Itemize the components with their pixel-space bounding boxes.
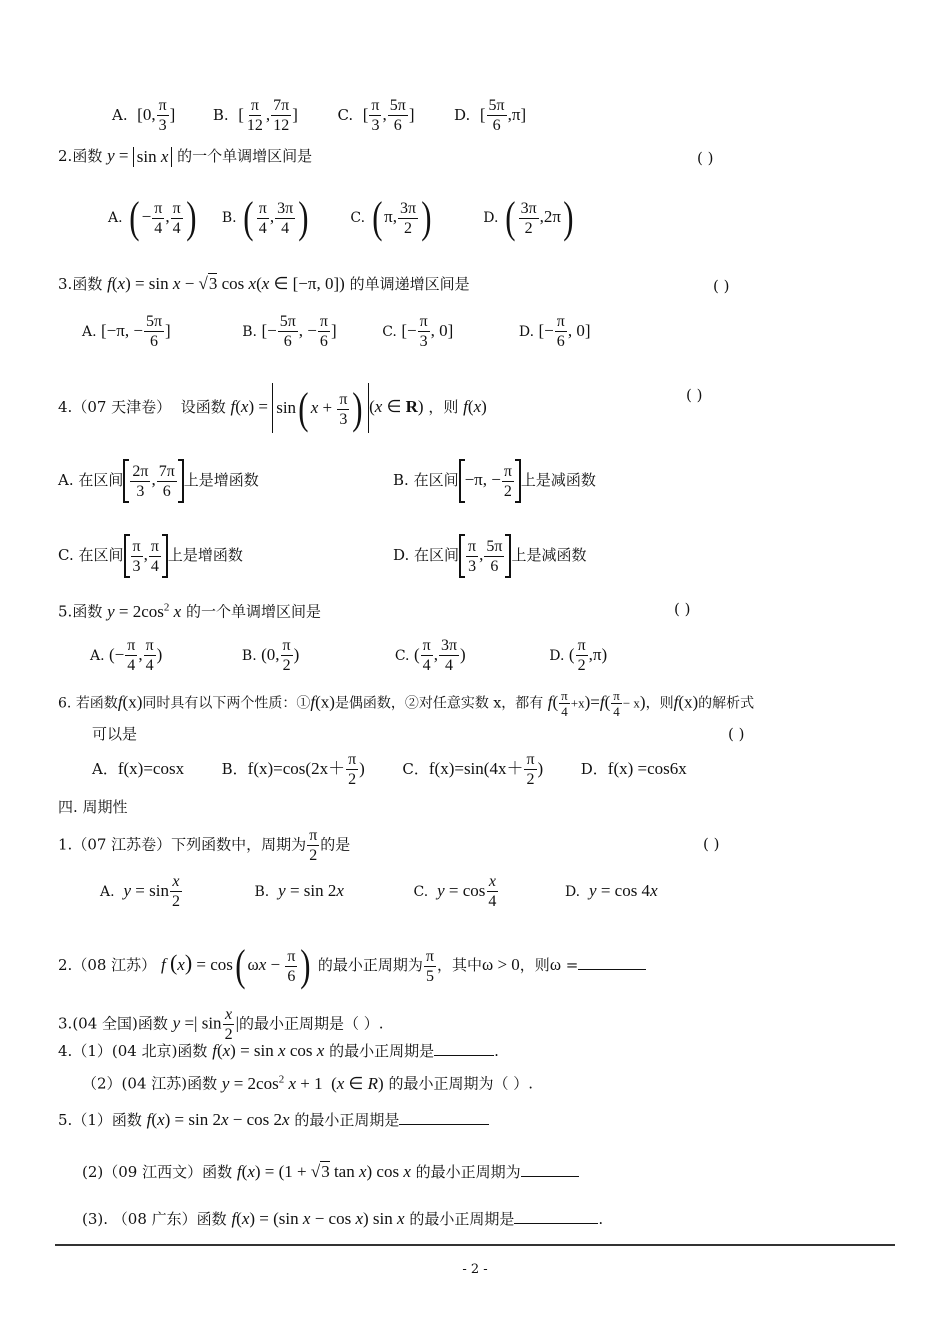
p2-answer-blank[interactable] [578,969,646,970]
q6-stem: 6. 若函数f(x)同时具有以下两个性质：①f(x)是偶函数，②对任意实数 x，都有 f( $\frac{\pi}{4}$ +x)=f( $\frac{\pi}{4}$ − x)，则f(x)的解析式 [58,688,755,719]
p5-3-answer-blank[interactable] [514,1223,598,1224]
q2-answer-paren: ( ) [697,149,714,167]
q1-option-a: A. [0, $\frac{\pi}{3}$ ] [112,97,176,134]
q5-option-d: D. ( $\frac{\pi}{2}$ ,π) [549,637,608,674]
p4-1-answer-blank[interactable] [434,1055,494,1056]
p1-stem: 1.（07 江苏卷）下列函数中，周期为 $\frac{\pi}{2}$ 的是 [58,827,351,864]
q5-option-c: C. ( $\frac{\pi}{4}$ , $\frac{3\pi}{4}$ ) [394,637,466,674]
p4-line2: （2）(04 江苏)函数 $y = 2\cos^2$ x + 1 (x ∈ R) 的最小正周期为（ ）. [82,1073,533,1093]
q1-option-c: C. [ $\frac{\pi}{3}$ , $\frac{5\pi}{6}$ ] [337,97,415,134]
section-heading-periodicity: 四. 周期性 [58,798,128,816]
q1-option-d: D. [ $\frac{5\pi}{6}$ ,π] [454,97,527,134]
p1-option-a: A. y = sin $\frac{x}{2}$ [100,873,180,910]
p5-line1: 5.（1）函数 f(x) = sin 2x − cos 2x 的最小正周期是 [58,1110,489,1130]
q6-option-c: C．f(x)=sin(4x＋ $\frac{\pi}{2}$ ) [402,751,544,788]
q3-option-b: B. [− $\frac{5\pi}{6}$ , − $\frac{\pi}{6}$ ] [242,313,337,350]
q6-option-b: B．f(x)=cos(2x＋ $\frac{\pi}{2}$ ) [221,751,365,788]
p1-option-d: D. y = cos 4x [564,880,658,900]
p1-answer-paren: ( ) [703,835,720,853]
q5-option-b: B. (0, $\frac{\pi}{2}$ ) [241,637,300,674]
q3-options-row [82,312,591,351]
q4-option-a: A. 在区间 $\frac{2\pi}{3}$ , $\frac{7\pi}{6}$ 上是增函数 [58,459,259,503]
p1-option-c: C. y = cos $\frac{x}{4}$ [413,873,497,910]
footer-rule [55,1244,895,1246]
q6-answer-paren: ( ) [728,725,745,743]
p4-line1: 4.（1）(04 北京)函数 f(x) = sin x cos x 的最小正周期是 . [58,1041,499,1060]
q2-option-b: B. ( $\frac{\pi}{4}$ , $\frac{3\pi}{4}$ ) [221,193,309,242]
q5-stem: 5.函数 $y = 2\cos^2$ x 的一个单调增区间是 [58,601,321,621]
q4-option-d: D. 在区间 $\frac{\pi}{3}$ , $\frac{5\pi}{6}$ 上是减函数 [393,534,586,578]
q3-stem: 3.函数 f(x) = sin x − √3 cos x(x ∈ [−π, 0]) 的单调递增区间是 [58,274,470,293]
q5-options-row [90,636,607,675]
q4-stem: 4.（07 天津卷） 设函数 f(x) = sin( x + $\frac{\pi}{3}$ ) (x ∈ R) ，则 f(x) [58,384,487,434]
q6-stem-line2: 可以是 [92,725,138,743]
p5-2-answer-blank[interactable] [521,1176,579,1177]
q5-option-a: A. (− $\frac{\pi}{4}$ , $\frac{\pi}{4}$ ) [90,637,163,674]
q2-options-row [108,193,576,242]
p5-line2: (2)（09 江西文）函数 f(x) = (1 + √3 tan x) cos x 的最小正周期为 [82,1162,579,1182]
q6-option-a: A．f(x)=cosx [92,758,185,778]
q6-options-row [92,750,687,789]
q4-option-c: C. 在区间 $\frac{\pi}{3}$ , $\frac{\pi}{4}$ 上是增函数 [58,534,243,578]
q2-stem: 2.函数 y = sin x 的一个单调增区间是 [58,146,313,166]
p3-stem: 3.(04 全国)函数 y =| sin $\frac{x}{2}$ |的最小正周期是（ ）. [58,1006,384,1043]
q4-answer-paren: ( ) [686,386,703,404]
p1-options-row [100,872,658,911]
q2-option-a: A. ( − $\frac{\pi}{4}$ , $\frac{\pi}{4}$ ) [108,193,197,242]
q3-option-c: C. [− $\frac{\pi}{3}$ , 0] [382,313,454,350]
p5-line3: (3). （08 广东）函数 f(x) = (sin x − cos x) sin x 的最小正周期是 . [82,1209,604,1228]
q6-option-d: D．f(x) =cos6x [580,758,687,778]
q3-option-a: A. [−π, − $\frac{5\pi}{6}$ ] [82,313,171,350]
q5-answer-paren: ( ) [674,600,691,618]
p5-1-answer-blank[interactable] [399,1124,489,1125]
p2-stem: 2.（08 江苏） f (x) = cos( ωx − $\frac{\pi}{6}$ ) 的最小正周期为 $\frac{\pi}{5}$ ，其中ω > 0，则ω = [58,944,646,988]
q3-option-d: D. [− $\frac{\pi}{6}$ , 0] [518,313,591,350]
q2-option-d: D. ( $\frac{3\pi}{2}$ ,2π) [483,193,574,242]
q2-option-c: C. ( π, $\frac{3\pi}{2}$ ) [350,193,432,242]
page-number: - 2 - [462,1262,488,1277]
q4-option-b: B. 在区间 −π, − $\frac{\pi}{2}$ 上是减函数 [393,459,596,503]
p1-option-b: B. y = sin 2x [254,880,344,900]
q1-option-b: B. [ $\frac{\pi}{12}$ , $\frac{7\pi}{12}$ ] [212,97,298,134]
q3-answer-paren: ( ) [713,277,730,295]
q1-options-row [112,96,526,135]
